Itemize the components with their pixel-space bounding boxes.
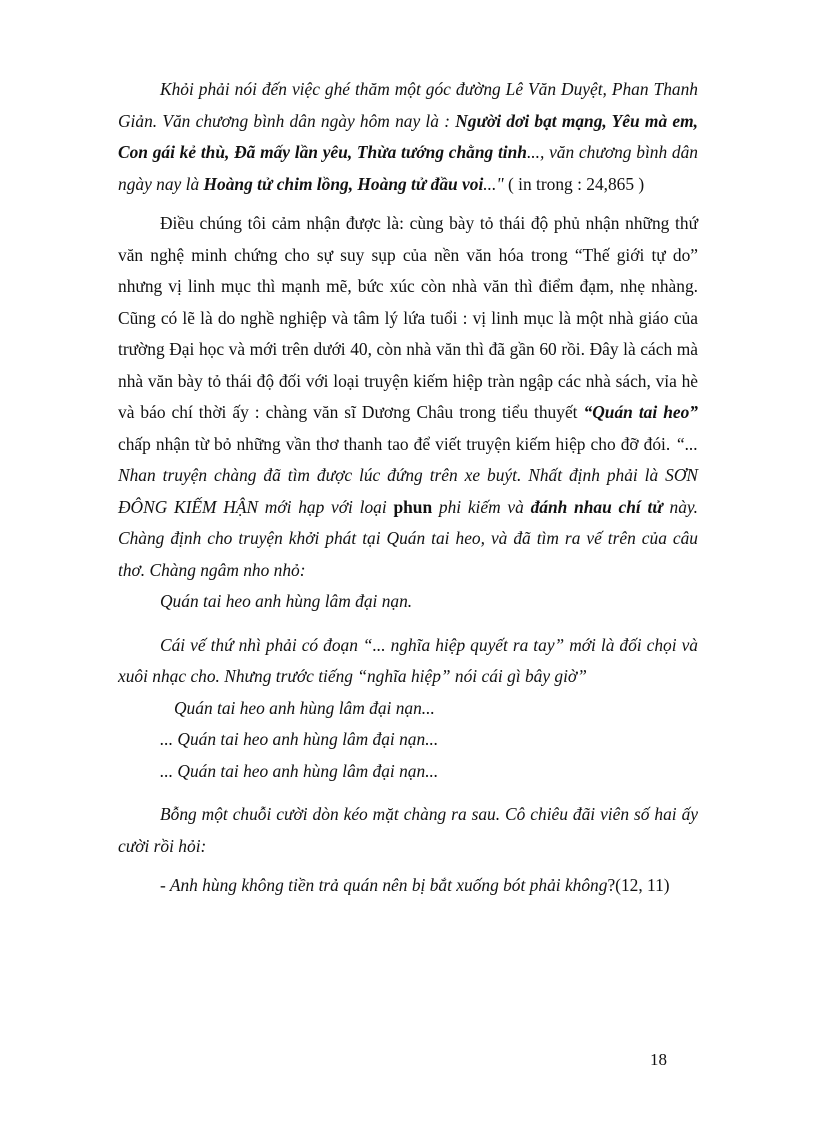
- verse-line-3-text: ... Quán tai heo anh hùng lâm đại nạn...: [160, 729, 439, 749]
- paragraph-2-novel-title: “Quán tai heo”: [583, 402, 698, 422]
- paragraph-2: [118, 208, 698, 586]
- paragraph-2-quote-a: “... Nhan truyện chàng đã tìm được lúc đứng trên xe buýt. Nhất định phải là SƠN ĐÔNG KIẾM HẬN mới hạp với loại: [118, 433, 698, 517]
- document-body: [118, 74, 698, 902]
- paragraph-1-bold-titles-a: Người dơi bạt mạng, Yêu mà em, Con gái kẻ thù, Đã mấy lần yêu, Thừa tướng chằng tinh: [118, 110, 698, 162]
- paragraph-1: [118, 74, 698, 200]
- paragraph-4: [118, 799, 698, 862]
- verse-line-4: [118, 756, 698, 788]
- paragraph-4-text: Bỗng một chuỗi cười dòn kéo mặt chàng ra sau. Cô chiêu đãi viên số hai ấy cười rồi hỏi:: [118, 804, 698, 856]
- paragraph-1-italic-a: Khỏi phải nói đến việc ghé thăm một góc đường Lê Văn Duyệt, Phan Thanh Giản. Văn chương bình dân ngày hôm nay là :: [118, 79, 698, 131]
- paragraph-5: [118, 870, 698, 902]
- paragraph-1-italic-c: ...": [483, 173, 504, 194]
- paragraph-2-quote-b: phi kiếm và: [432, 496, 531, 517]
- paragraph-2-text-b: chấp nhận từ bỏ những vần thơ thanh tao để viết truyện kiếm hiệp cho đỡ đói.: [118, 433, 676, 454]
- paragraph-1-italic-b: ..., văn chương bình dân ngày nay là: [118, 142, 698, 194]
- paragraph-1-bold-titles-b: Hoàng tử chim lồng, Hoàng tử đầu voi: [203, 173, 484, 194]
- paragraph-2-bold-phun: phun: [393, 496, 433, 517]
- verse-line-2: [118, 693, 698, 725]
- verse-line-1: [118, 586, 698, 618]
- paragraph-1-citation: ( in trong : 24,865 ): [503, 173, 645, 194]
- paragraph-2-quote-c: này. Chàng định cho truyện khởi phát tại Quán tai heo, và đã tìm ra vế trên của câu thơ. Chàng ngâm nho nhỏ:: [118, 496, 698, 580]
- verse-line-2-text: Quán tai heo anh hùng lâm đại nạn...: [174, 697, 435, 718]
- paragraph-3-text: Cái vế thứ nhì phải có đoạn “... nghĩa hiệp quyết ra tay” mới là đối chọi và xuôi nhạc cho. Nhưng trước tiếng “nghĩa hiệp” nói cái gì bây giờ”: [118, 634, 698, 686]
- verse-line-1-text: Quán tai heo anh hùng lâm đại nạn.: [160, 591, 413, 611]
- paragraph-2-bold-danh-nhau: đánh nhau chí tử: [530, 496, 663, 517]
- verse-line-4-text: ... Quán tai heo anh hùng lâm đại nạn...: [160, 760, 439, 781]
- paragraph-5-citation: ?(12, 11): [607, 875, 670, 895]
- paragraph-5-quote: - Anh hùng không tiền trả quán nên bị bắt xuống bót phải không: [160, 875, 608, 895]
- verse-line-3: [118, 724, 698, 756]
- page-number: 18: [650, 1050, 667, 1069]
- paragraph-3: [118, 630, 698, 693]
- paragraph-2-text-a: Điều chúng tôi cảm nhận được là: cùng bày tỏ thái độ phủ nhận những thứ văn nghệ minh chứng cho sự suy sụp của nền văn hóa trong “Thế giới tự do” nhưng vị linh mục thì mạnh mẽ, bức xúc còn nhà văn thì điểm đạm, nhẹ nhàng. Cũng có lẽ là do nghề nghiệp và tâm lý lứa tuổi : vị linh mục là một nhà giáo của trường Đại học và mới trên dưới 40, còn nhà văn thì đã gần 60 rồi. Đây là cách mà nhà văn bày tỏ thái độ đối với loại truyện kiếm hiệp tràn ngập các nhà sách, vỉa hè và báo chí thời ấy : chàng văn sĩ Dương Châu trong tiểu thuyết: [118, 213, 698, 422]
